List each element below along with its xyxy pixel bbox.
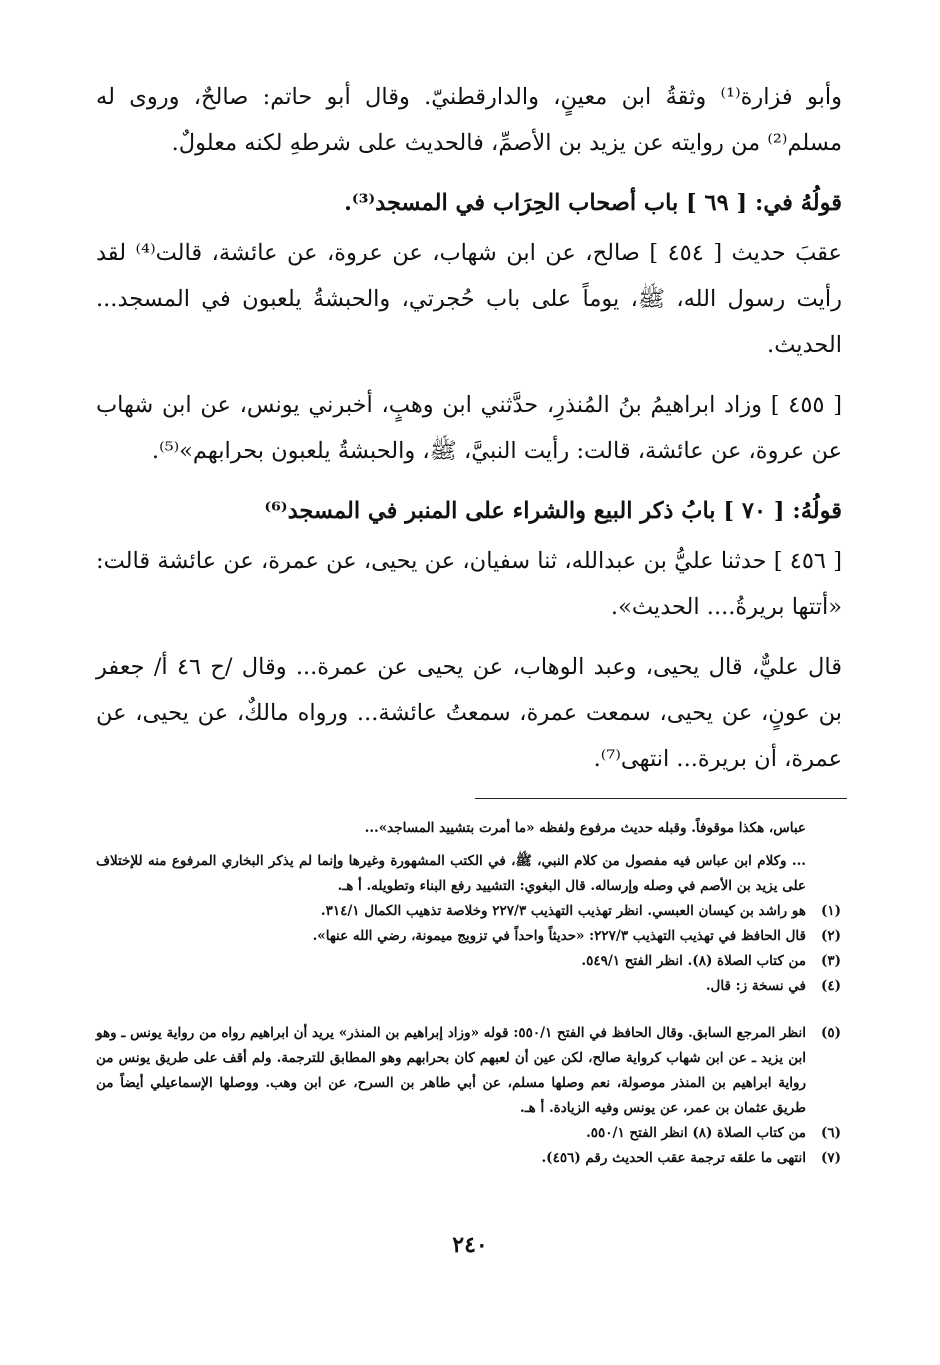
footnote-text: من كتاب الصلاة (٨) انظر الفتح ٥٥٠/١. (586, 1125, 806, 1141)
page-number: ٢٤٠ (452, 1232, 488, 1258)
footnote-number: (٥) (820, 1025, 842, 1041)
main-text (96, 74, 842, 796)
paragraph-hadith-456: [ ٤٥٦ ] حدثنا عليُّ بن عبدالله، ثنا سفيان، عن يحيى، عن عمرة، عن عائشة قالت: «أتتها بريرةُ.... الحديث». (96, 548, 842, 620)
footnote-number: (٧) (820, 1150, 842, 1166)
footnote-number: (٣) (820, 953, 842, 969)
footnote-text: من كتاب الصلاة (٨). انظر الفتح ٥٤٩/١. (581, 953, 806, 969)
chapter-heading-69 (96, 180, 842, 226)
footnote-item (96, 1146, 848, 1171)
footnote-item (96, 949, 848, 974)
footnote-number: (١) (820, 903, 842, 919)
footnote-item (96, 974, 848, 999)
footnote-number: (٦) (820, 1125, 842, 1141)
footnote-text: انتهى ما علقه ترجمة عقب الحديث رقم (٤٥٦). (541, 1150, 806, 1166)
paragraph-hadith-455: [ ٤٥٥ ] وزاد ابراهيمُ بنُ المُنذرِ، حدَّثني ابن وهبٍ، أخبرني يونس، عن ابن شهاب عن عروة، عن عائشة، قالت: رأيت النبيَّ، ﷺ، والحبشةُ يلعبون بحرابهم»⁽⁵⁾. (96, 392, 842, 464)
footnote-text: هو راشد بن كيسان العبسي. انظر تهذيب التهذيب ٢٢٧/٣ وخلاصة تذهيب الكمال ٣١٤/١. (320, 903, 806, 919)
footnote-text: قال الحافظ في تهذيب التهذيب ٢٢٧/٣: «حديثاً واحداً في تزويج ميمونة، رضي الله عنها». (312, 928, 806, 944)
heading-title: [ ٦٩ ] باب أصحاب الحِرَاب في المسجد⁽³⁾. (344, 190, 748, 216)
heading-title: [ ٧٠ ] بابُ ذكر البيع والشراء على المنبر في المسجد⁽⁶⁾ (264, 498, 785, 524)
paragraph-hadith-454: عقبَ حديث [ ٤٥٤ ] صالح، عن ابن شهاب، عن عروة، عن عائشة، قالت⁽⁴⁾ لقد رأيت رسول الله، ﷺ، يوماً على باب حُجرتي، والحبشةُ يلعبون في المسجد... الحديث. (96, 240, 842, 358)
footnote-item (96, 1021, 848, 1121)
footnotes (96, 816, 848, 1171)
heading-label: قولُهُ في: (755, 190, 842, 216)
paragraph-commentary: قال عليٌّ، قال يحيى، وعبد الوهاب، عن يحيى عن عمرة... وقال /ح ٤٦ أ/ جعفر بن عونٍ، عن يحيى، سمعت عمرة، سمعتُ عائشة... ورواه مالكٌ، عن يحيى، عن عمرة، أن بريرة... انتهى⁽⁷⁾. (96, 654, 842, 772)
footnote-item (96, 1121, 848, 1146)
footnote-item (96, 924, 848, 949)
footnote-continuation: ... وكلام ابن عباس فيه مفصول من كلام النبي، ﷺ، في الكتب المشهورة وغيرها وإنما لم يذكر البخاري المرفوع منه للإختلاف على يزيد بن الأصم في وصله وإرساله. قال البغوي: التشييد رفع البناء وتطويله. أ هـ. (96, 853, 806, 894)
paragraph-narrators: وأبو فزارة⁽¹⁾ وثقةُ ابن معينٍ، والدارقطنيّ. وقال أبو حاتم: صالحٌ، وروى له مسلم⁽²⁾ من روايته عن يزيد بن الأصمِّ، فالحديث على شرطهِ لكنه معلولٌ. (96, 84, 842, 156)
footnote-text: في نسخة ز: قال. (705, 978, 806, 994)
footnote-number: (٤) (820, 978, 842, 994)
footnote-continuation: عباس، هكذا موقوفاً. وقبله حديث مرفوع ولفظه «ما أمرت بتشييد المساجد»... (364, 820, 806, 836)
heading-label: قولُهُ: (792, 498, 842, 524)
footnote-number: (٢) (820, 928, 842, 944)
chapter-heading-70 (96, 488, 842, 534)
footnote-text: انظر المرجع السابق. وقال الحافظ في الفتح ٥٥٠/١: قوله «وزاد إبراهيم بن المنذر» يريد أن ابراهيم رواه من رواية يونس ـ وهو ابن يزيد ـ عن ابن شهاب كرواية صالح، لكن عين أن لعبهم كان بحرابهم وهو المطابق للترجمة. ولم أقف على طريق يونس من رواية ابراهيم بن المنذر موصولة، نعم وصلها مسلم، عن أبي طاهر بن السرح، عن ابن وهب. ووصلها الإسماعيلي أيضاً من طريق عثمان بن عمر، عن يونس وفيه الزيادة. أ هـ. (96, 1025, 806, 1116)
footnote-divider (475, 798, 847, 799)
footnote-item (96, 899, 848, 924)
